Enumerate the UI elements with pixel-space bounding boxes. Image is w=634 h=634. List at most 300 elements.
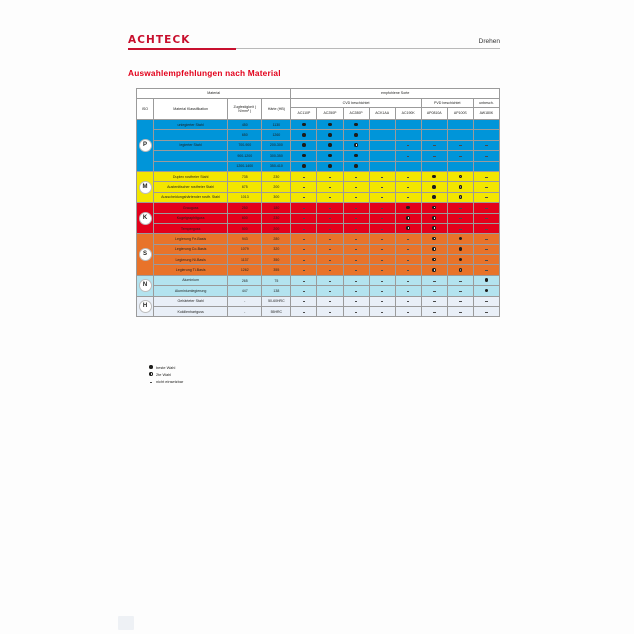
mark-not-usable	[407, 301, 410, 302]
recommendation-cell	[421, 275, 447, 285]
hardness-cell: 280	[262, 234, 291, 244]
mark-not-usable	[329, 281, 332, 282]
material-classification-cell: Aluminiumlegierung	[154, 286, 228, 296]
header-grade: AP0810A	[421, 108, 447, 120]
recommendation-cell	[473, 171, 499, 181]
recommendation-cell	[317, 275, 343, 285]
recommendation-cell	[421, 171, 447, 181]
recommendation-cell	[395, 192, 421, 202]
recommendation-cell	[395, 171, 421, 181]
tensile-strength-cell: 265	[228, 275, 262, 285]
recommendation-cell	[369, 265, 395, 275]
mark-second-choice	[432, 258, 436, 262]
recommendation-cell	[395, 140, 421, 150]
header-grade: AC190K	[395, 108, 421, 120]
mark-not-usable	[459, 145, 462, 146]
mark-not-usable	[303, 239, 306, 240]
recommendation-cell	[421, 130, 447, 140]
recommendation-cell	[343, 120, 369, 130]
mark-not-usable	[381, 208, 384, 209]
mark-not-usable	[329, 187, 332, 188]
recommendation-cell	[291, 265, 317, 275]
recommendation-cell	[317, 120, 343, 130]
table-row	[137, 307, 500, 317]
table-row	[137, 171, 500, 181]
material-classification-cell: Legierung Co-Basis	[154, 244, 228, 254]
mark-not-usable	[381, 312, 384, 313]
mark-second-choice	[432, 237, 436, 241]
recommendation-cell	[343, 182, 369, 192]
recommendation-cell	[291, 296, 317, 306]
material-classification-cell: Duplex rostfreier Stahl	[154, 171, 228, 181]
table-row	[137, 255, 500, 265]
recommendation-cell	[473, 307, 499, 317]
tensile-strength-cell: 735	[228, 171, 262, 181]
material-classification-cell	[154, 161, 228, 171]
iso-group-cell: P	[137, 120, 154, 172]
recommendation-cell	[447, 161, 473, 171]
material-classification-cell: Legierung Ti-Basis	[154, 265, 228, 275]
recommendation-cell	[473, 286, 499, 296]
mark-not-usable	[381, 270, 384, 271]
header-empfohlene-sorte: empfohlene Sorte	[291, 89, 500, 99]
hardness-cell: 1260	[262, 130, 291, 140]
mark-not-usable	[355, 197, 358, 198]
brand-logo: ACHTECK	[128, 34, 191, 46]
hardness-cell: 200	[262, 223, 291, 233]
mark-not-usable	[407, 156, 410, 157]
mark-best-choice	[406, 206, 410, 210]
mark-not-usable	[485, 177, 488, 178]
hardness-cell: 1130	[262, 120, 291, 130]
recommendation-cell	[291, 171, 317, 181]
recommendation-cell	[317, 171, 343, 181]
recommendation-cell	[343, 275, 369, 285]
mark-not-usable	[329, 229, 332, 230]
mark-not-usable	[329, 270, 332, 271]
recommendation-cell	[421, 223, 447, 233]
material-classification-cell: Kugelgraphitguss	[154, 213, 228, 223]
recommendation-cell	[317, 130, 343, 140]
mark-not-usable	[407, 312, 410, 313]
recommendation-cell	[369, 275, 395, 285]
recommendation-cell	[317, 151, 343, 161]
recommendation-cell	[369, 244, 395, 254]
material-classification-cell: legierter Stahl	[154, 140, 228, 150]
legend-symbol	[146, 379, 156, 384]
recommendation-cell	[421, 286, 447, 296]
recommendation-cell	[395, 255, 421, 265]
mark-not-usable	[407, 177, 410, 178]
recommendation-cell	[317, 161, 343, 171]
table-row	[137, 223, 500, 233]
mark-not-usable	[485, 312, 488, 313]
mark-not-usable	[329, 239, 332, 240]
mark-not-usable	[355, 270, 358, 271]
material-classification-cell: Kokillenhartguss	[154, 307, 228, 317]
table-row	[137, 286, 500, 296]
tensile-strength-cell: 1013	[228, 192, 262, 202]
mark-best-choice	[354, 164, 358, 168]
mark-best-choice	[354, 154, 358, 158]
mark-not-usable	[407, 239, 410, 240]
recommendation-cell	[473, 161, 499, 171]
recommendation-cell	[343, 140, 369, 150]
mark-not-usable	[407, 260, 410, 261]
hardness-cell: 320	[262, 244, 291, 254]
recommendation-cell	[317, 223, 343, 233]
mark-not-usable	[303, 281, 306, 282]
header-section-label: Drehen	[478, 38, 500, 45]
recommendation-cell	[473, 182, 499, 192]
mark-not-usable	[303, 187, 306, 188]
material-classification-cell: Gehärteter Stahl	[154, 296, 228, 306]
header-grade: AC250P	[317, 108, 343, 120]
table-body	[137, 120, 500, 317]
mark-not-usable	[329, 312, 332, 313]
recommendation-cell	[291, 307, 317, 317]
hardness-cell: 75	[262, 275, 291, 285]
mark-not-usable	[433, 281, 436, 282]
recommendation-cell	[317, 255, 343, 265]
mark-not-usable	[381, 291, 384, 292]
table-row	[137, 120, 500, 130]
mark-not-usable	[485, 145, 488, 146]
tensile-strength-cell: -	[228, 296, 262, 306]
material-classification-cell: Legierung Fe-Basis	[154, 234, 228, 244]
recommendation-cell	[369, 203, 395, 213]
table-row	[137, 192, 500, 202]
tensile-strength-cell: 447	[228, 286, 262, 296]
mark-not-usable	[407, 187, 410, 188]
mark-not-usable	[433, 145, 436, 146]
recommendation-cell	[395, 130, 421, 140]
mark-best-choice	[432, 175, 436, 179]
table-row	[137, 213, 500, 223]
recommendation-cell	[369, 296, 395, 306]
recommendation-cell	[317, 213, 343, 223]
recommendation-cell	[473, 213, 499, 223]
recommendation-cell	[421, 265, 447, 275]
recommendation-cell	[421, 213, 447, 223]
mark-best-choice	[485, 289, 489, 293]
mark-not-usable	[485, 197, 488, 198]
tensile-strength-cell: 250	[228, 203, 262, 213]
mark-second-choice	[459, 185, 463, 189]
legend-item	[146, 364, 183, 371]
mark-not-usable	[303, 260, 306, 261]
legend-label: beste Wahl	[156, 365, 176, 370]
legend-label: nicht einsetzbar	[156, 379, 184, 384]
mark-best-choice	[302, 164, 306, 168]
mark-not-usable	[381, 229, 384, 230]
mark-not-usable	[485, 187, 488, 188]
hardness-cell: 350-410	[262, 161, 291, 171]
recommendation-cell	[291, 182, 317, 192]
mark-not-usable	[355, 187, 358, 188]
mark-best-choice	[432, 185, 436, 189]
recommendation-cell	[447, 296, 473, 306]
table-row	[137, 275, 500, 285]
recommendation-cell	[369, 286, 395, 296]
legend-item	[146, 378, 183, 385]
mark-not-usable	[355, 291, 358, 292]
recommendation-cell	[421, 140, 447, 150]
header-unbeschichtet: unbesch.	[473, 99, 499, 108]
mark-not-usable	[381, 301, 384, 302]
header-grade: AP100S	[447, 108, 473, 120]
mark-second-choice	[432, 216, 436, 220]
recommendation-cell	[473, 275, 499, 285]
mark-best-choice	[328, 164, 332, 168]
recommendation-cell	[447, 171, 473, 181]
table-row	[137, 151, 500, 161]
mark-not-usable	[459, 229, 462, 230]
mark-second-choice	[149, 372, 153, 376]
iso-group-cell: S	[137, 234, 154, 276]
recommendation-cell	[473, 265, 499, 275]
recommendation-cell	[369, 171, 395, 181]
mark-best-choice	[328, 123, 332, 127]
legend	[146, 364, 183, 385]
tensile-strength-cell: 900-1200	[228, 151, 262, 161]
recommendation-cell	[369, 161, 395, 171]
mark-not-usable	[381, 187, 384, 188]
mark-second-choice	[406, 226, 410, 230]
recommendation-cell	[473, 120, 499, 130]
recommendation-cell	[395, 244, 421, 254]
tensile-strength-cell: 1137	[228, 255, 262, 265]
recommendation-cell	[369, 255, 395, 265]
hardness-cell: 200	[262, 182, 291, 192]
recommendation-cell	[343, 223, 369, 233]
recommendation-cell	[317, 244, 343, 254]
mark-not-usable	[303, 229, 306, 230]
mark-second-choice	[459, 175, 463, 179]
header-cvd: CVD beschichtet	[291, 99, 421, 108]
recommendation-cell	[473, 151, 499, 161]
table-row	[137, 244, 500, 254]
mark-best-choice	[459, 258, 463, 262]
mark-not-usable	[459, 291, 462, 292]
header-grade: AC280P	[343, 108, 369, 120]
header-klassifikation: Material Klassifikation	[154, 99, 228, 120]
mark-not-usable	[303, 218, 306, 219]
mark-not-usable	[459, 208, 462, 209]
mark-not-usable	[485, 301, 488, 302]
mark-best-choice	[432, 195, 436, 199]
mark-best-choice	[328, 154, 332, 158]
hardness-cell: 230	[262, 171, 291, 181]
recommendation-cell	[343, 286, 369, 296]
mark-second-choice	[432, 268, 436, 272]
material-classification-cell: Austenitischer rostfreier Stahl	[154, 182, 228, 192]
recommendation-cell	[395, 296, 421, 306]
material-classification-cell	[154, 130, 228, 140]
mark-not-usable	[329, 177, 332, 178]
recommendation-cell	[317, 192, 343, 202]
mark-not-usable	[407, 249, 410, 250]
legend-symbol	[146, 365, 156, 370]
recommendation-cell	[473, 130, 499, 140]
recommendation-cell	[317, 286, 343, 296]
recommendation-cell	[291, 130, 317, 140]
mark-not-usable	[381, 177, 384, 178]
mark-not-usable	[381, 249, 384, 250]
recommendation-cell	[291, 286, 317, 296]
recommendation-cell	[421, 161, 447, 171]
mark-not-usable	[303, 270, 306, 271]
header-divider	[236, 48, 500, 49]
page-title: Auswahlempfehlungen nach Material	[128, 68, 281, 78]
mark-second-choice	[432, 226, 436, 230]
tensile-strength-cell: 675	[228, 182, 262, 192]
mark-not-usable	[407, 145, 410, 146]
mark-not-usable	[329, 249, 332, 250]
recommendation-cell	[447, 130, 473, 140]
mark-not-usable	[433, 301, 436, 302]
recommendation-cell	[369, 120, 395, 130]
recommendation-cell	[447, 223, 473, 233]
recommendation-cell	[343, 255, 369, 265]
mark-not-usable	[407, 281, 410, 282]
recommendation-cell	[421, 255, 447, 265]
mark-not-usable	[355, 249, 358, 250]
mark-not-usable	[303, 312, 306, 313]
recommendation-cell	[421, 120, 447, 130]
header-iso: ISO	[137, 99, 154, 120]
mark-not-usable	[381, 218, 384, 219]
mark-not-usable	[329, 260, 332, 261]
mark-best-choice	[485, 278, 489, 282]
legend-label: 2te Wahl	[156, 372, 172, 377]
recommendation-cell	[447, 140, 473, 150]
recommendation-cell	[369, 151, 395, 161]
footer-watermark	[118, 616, 134, 630]
hardness-cell: 230	[262, 213, 291, 223]
recommendation-cell	[473, 192, 499, 202]
mark-not-usable	[485, 260, 488, 261]
recommendation-cell	[395, 151, 421, 161]
mark-second-choice	[459, 268, 463, 272]
recommendation-cell	[447, 286, 473, 296]
iso-group-cell: M	[137, 171, 154, 202]
hardness-cell: 350	[262, 255, 291, 265]
table-row	[137, 130, 500, 140]
recommendation-cell	[421, 151, 447, 161]
recommendation-cell	[369, 192, 395, 202]
mark-not-usable	[433, 291, 436, 292]
mark-not-usable	[485, 156, 488, 157]
mark-best-choice	[149, 365, 153, 369]
recommendation-cell	[395, 120, 421, 130]
recommendation-cell	[447, 182, 473, 192]
mark-not-usable	[355, 177, 358, 178]
recommendation-cell	[369, 234, 395, 244]
recommendation-cell	[317, 234, 343, 244]
mark-not-usable	[459, 156, 462, 157]
recommendation-cell	[421, 296, 447, 306]
header-grade: AC110P	[291, 108, 317, 120]
mark-second-choice	[432, 247, 436, 251]
hardness-cell: 180	[262, 203, 291, 213]
tensile-strength-cell: 450	[228, 120, 262, 130]
recommendation-cell	[291, 255, 317, 265]
mark-not-usable	[303, 197, 306, 198]
recommendation-cell	[343, 130, 369, 140]
recommendation-cell	[473, 203, 499, 213]
mark-best-choice	[328, 143, 332, 147]
mark-second-choice	[406, 216, 410, 220]
recommendation-cell	[291, 223, 317, 233]
recommendation-cell	[369, 182, 395, 192]
header-material: Material	[137, 89, 291, 99]
recommendation-cell	[473, 234, 499, 244]
mark-not-usable	[381, 239, 384, 240]
recommendation-cell	[473, 296, 499, 306]
recommendation-cell	[395, 307, 421, 317]
recommendation-cell	[291, 161, 317, 171]
recommendation-cell	[291, 151, 317, 161]
recommendation-cell	[395, 161, 421, 171]
recommendation-cell	[447, 203, 473, 213]
header-haerte: Härte (HB)	[262, 99, 291, 120]
recommendation-cell	[343, 244, 369, 254]
recommendation-cell	[343, 265, 369, 275]
header-pvd: PVD beschichtet	[421, 99, 473, 108]
mark-not-usable	[459, 218, 462, 219]
recommendation-cell	[447, 307, 473, 317]
table-row	[137, 140, 500, 150]
recommendation-cell	[395, 213, 421, 223]
recommendation-cell	[473, 244, 499, 254]
mark-not-usable	[303, 208, 306, 209]
mark-not-usable	[355, 239, 358, 240]
recommendation-cell	[421, 182, 447, 192]
recommendation-cell	[369, 140, 395, 150]
tensile-strength-cell: 1079	[228, 244, 262, 254]
header-grade: ACK1AA	[369, 108, 395, 120]
recommendation-cell	[369, 307, 395, 317]
iso-group-cell: K	[137, 203, 154, 234]
recommendation-cell	[473, 140, 499, 150]
recommendation-cell	[395, 203, 421, 213]
mark-not-usable	[485, 249, 488, 250]
recommendation-cell	[473, 223, 499, 233]
mark-not-usable	[381, 197, 384, 198]
mark-not-usable	[303, 301, 306, 302]
material-classification-cell: Ausscheidungshärtender rostfr. Stahl	[154, 192, 228, 202]
recommendation-cell	[343, 213, 369, 223]
mark-not-usable	[355, 281, 358, 282]
recommendation-cell	[343, 151, 369, 161]
brand-underline	[128, 48, 236, 50]
material-classification-cell: unlegierter Stahl	[154, 120, 228, 130]
recommendation-cell	[395, 234, 421, 244]
table-header-row-1	[137, 89, 500, 99]
tensile-strength-cell: 943	[228, 234, 262, 244]
recommendation-cell	[395, 223, 421, 233]
recommendation-cell	[343, 192, 369, 202]
recommendation-cell	[421, 244, 447, 254]
recommendation-cell	[395, 286, 421, 296]
recommendation-cell	[421, 203, 447, 213]
mark-not-usable	[407, 197, 410, 198]
recommendation-cell	[473, 255, 499, 265]
mark-not-usable	[355, 218, 358, 219]
mark-best-choice	[459, 247, 463, 251]
mark-best-choice	[302, 154, 306, 158]
